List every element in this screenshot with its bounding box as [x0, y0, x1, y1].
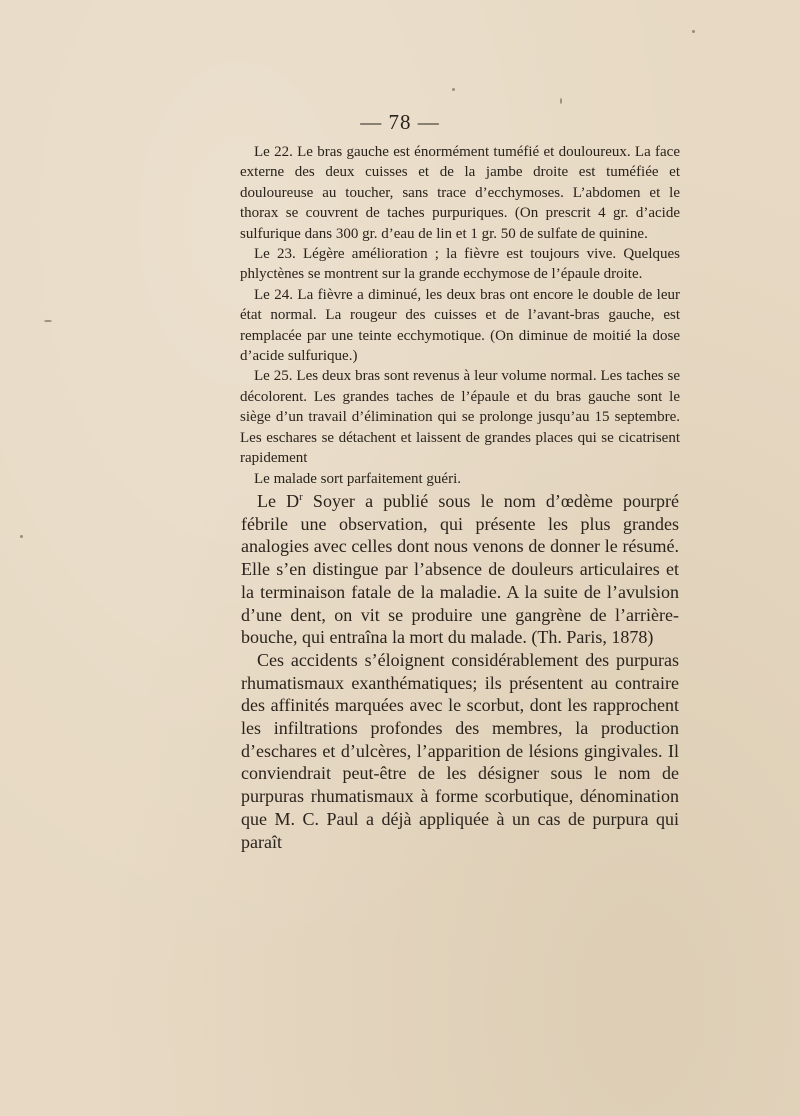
case-note-paragraph: Le 23. Légère amélioration ; la fièvre est toujours vive. Quelques phlyctènes se montrent sur la grande ecchymose de l’épaule droite.	[240, 246, 680, 283]
case-note-paragraph: Le malade sort parfaitement guéri.	[254, 470, 461, 487]
paper-speck	[20, 535, 23, 538]
body-paragraph: Ces accidents s’éloignent considérablement des purpuras rhumatismaux exanthématiques; ils présentent au contraire des affinités marquées avec le scorbut, dont les rapprochent les infiltrations profondes des membres, la production d’eschares et d’ulcères, l’apparition de lésions gingivales. Il conviendrait peut-être de les désigner sous le nom de purpuras rhumatismaux à forme scorbutique, dénomination que M. C. Paul a déjà appliquée à un cas de purpura qui paraît	[241, 649, 679, 852]
main-text	[241, 490, 679, 853]
paragraph-text: Soyer a publié sous le nom d’œdème pourpré fébrile une observation, qui présente les plus grandes analogies avec celles dont nous venons de donner le résumé. Elle s’en distingue par l’absence de douleurs articulaires et la terminaison fatale de la maladie. A la suite de l’avulsion d’une dent, on vit se produire une gangrène de l’arrière-bouche, qui entraîna la mort du malade. (Th. Paris, 1878)	[241, 491, 679, 648]
paper-speck	[44, 320, 52, 322]
body-paragraph	[241, 490, 679, 649]
doctor-abbrev-superscript: r	[299, 491, 303, 503]
case-note-paragraph: Le 22. Le bras gauche est énormément tuméfié et douloureux. La face externe des deux cuisses et de la jambe droite est tuméfiée et douloureuse au toucher, sans trace d’ecchymoses. L’abdomen et le thorax se couvrent de taches purpuriques. (On prescrit 4 gr. d’acide sulfurique dans 300 gr. d’eau de lin et 1 gr. 50 de sulfate de quinine.	[240, 144, 680, 242]
page-number: — 78 —	[360, 110, 440, 134]
paper-speck	[560, 98, 562, 104]
case-note-paragraph: Le 24. La fièvre a diminué, les deux bras ont encore le double de leur état normal. La rougeur des cuisses et de l’avant-bras gauche, est remplacée par une teinte ecchymotique. (On diminue de moitié la dose d’acide sulfurique.)	[240, 286, 680, 365]
paper-speck	[692, 30, 695, 33]
paper-speck	[452, 88, 455, 91]
case-notes	[240, 142, 680, 489]
paragraph-lead: Le D	[257, 491, 300, 511]
case-note-paragraph: Le 25. Les deux bras sont revenus à leur volume normal. Les taches se décolorent. Les grandes taches de l’épaule et du bras gauche sont le siège d’un travail d’élimination qui se prolonge jusqu’au 15 septembre. Les eschares se détachent et laissent de grandes places qui se cicatrisent rapidement	[240, 368, 680, 467]
